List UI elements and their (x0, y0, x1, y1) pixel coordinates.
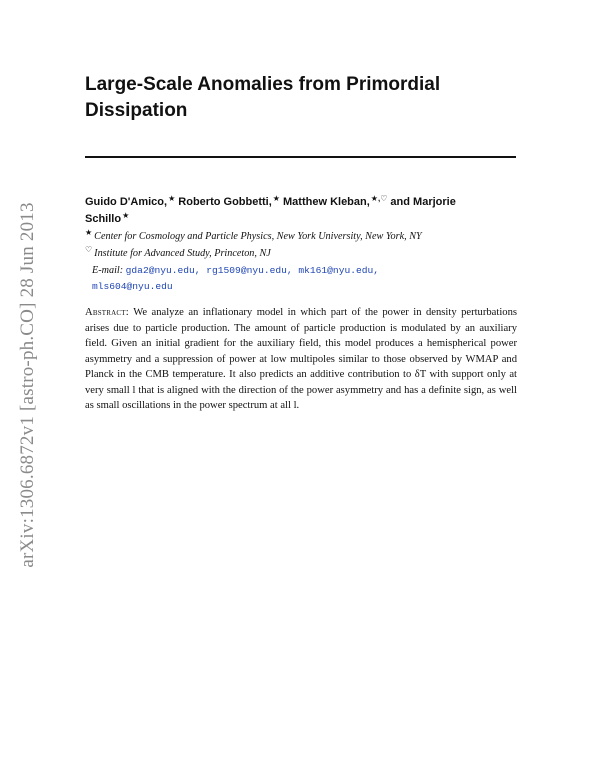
author-1: Guido D'Amico, (85, 196, 168, 208)
title-rule (85, 156, 516, 158)
email-label: E-mail: (92, 265, 124, 276)
author-4-part-1: and Marjorie (387, 196, 456, 208)
author-list (85, 194, 515, 228)
author-4-mark: ★ (122, 211, 130, 220)
email-addresses-line-2[interactable]: mls604@nyu.edu (92, 281, 173, 292)
arxiv-stamp (8, 190, 48, 580)
title-line-2: Dissipation (85, 100, 188, 121)
affiliation-1 (85, 229, 525, 245)
abstract-label: Abstract: (85, 307, 129, 318)
author-3-mark: ★,♡ (370, 194, 388, 203)
title-line-1: Large-Scale Anomalies from Primordial (85, 74, 441, 95)
arxiv-stamp-text: arXiv:1306.6872v1 [astro-ph.CO] 28 Jun 2013 (17, 202, 38, 568)
affiliation-2-text: Institute for Advanced Study, Princeton, NJ (94, 248, 271, 259)
affiliation-2 (85, 246, 525, 262)
author-1-mark: ★ (168, 194, 176, 203)
paper-title (85, 72, 515, 124)
affiliation-1-mark: ★ (85, 228, 93, 237)
abstract-text: We analyze an inflationary model in which part of the power in density perturbations arises due to particle production. The amount of particle production is modulated by an auxiliary field. Given an initial gradient for the auxiliary field, this model produces a hemispherical power asymmetry and a suppression of power at low multipoles similar to those observed by WMAP and Planck in the CMB temperature. It also predicts an additive contribution to δT with support only at very small l that is aligned with the direction of the power asymmetry and has a definite sign, as well as small oscillations in the power spectrum at all l. (85, 307, 517, 411)
affiliation-2-mark: ♡ (85, 245, 93, 254)
email-addresses-line-1[interactable]: gda2@nyu.edu, rg1509@nyu.edu, mk161@nyu.edu, (125, 265, 379, 276)
author-2-mark: ★ (272, 194, 280, 203)
abstract (85, 305, 517, 414)
affiliation-1-text: Center for Cosmology and Particle Physics, New York University, New York, NY (94, 231, 422, 242)
author-3: Matthew Kleban, (279, 196, 370, 208)
author-4-part-2: Schillo (85, 213, 122, 225)
author-2: Roberto Gobbetti, (175, 196, 272, 208)
email-block (92, 263, 512, 295)
